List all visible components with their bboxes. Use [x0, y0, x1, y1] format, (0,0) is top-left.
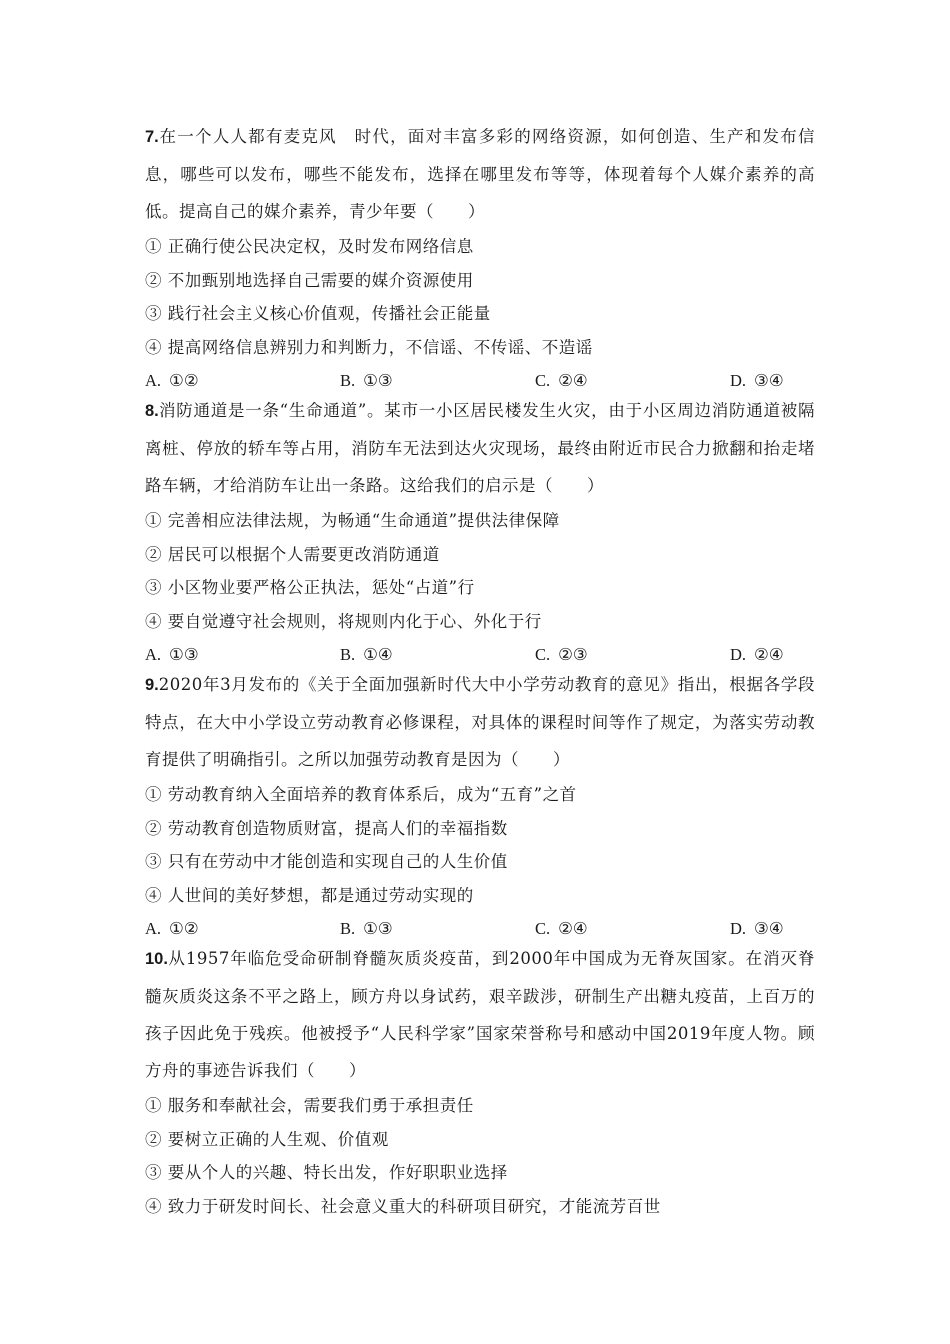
statement-1: ① 服务和奉献社会，需要我们勇于承担责任	[145, 1096, 474, 1115]
statement-4: ④ 要自觉遵守社会规则，将规则内化于心、外化于行	[145, 611, 542, 631]
choice-letter: D.	[730, 645, 747, 664]
choice-value: ③④	[754, 919, 784, 938]
question-stem	[145, 940, 815, 1089]
choice-value: ①④	[363, 645, 393, 664]
statement-1: ① 正确行使公民决定权，及时发布网络信息	[145, 237, 474, 256]
choice-value: ①②	[169, 919, 199, 938]
question-10	[145, 940, 815, 1223]
question-8	[145, 392, 815, 672]
statement-4: ④ 人世间的美好梦想，都是通过劳动实现的	[145, 885, 474, 905]
question-stem	[145, 392, 815, 504]
question-stem	[145, 118, 815, 230]
statement-2: ② 居民可以根据个人需要更改消防通道	[145, 544, 440, 564]
choice-letter: C.	[535, 371, 551, 390]
choice-value: ③④	[754, 371, 784, 390]
statement-1: ① 劳动教育纳入全面培养的教育体系后，成为“五育”之首	[145, 785, 577, 804]
choice-value: ②④	[754, 645, 784, 664]
statement-3: ③ 只有在劳动中才能创造和实现自己的人生价值	[145, 852, 508, 871]
choice-value: ②③	[558, 645, 588, 664]
choice-letter: A.	[145, 919, 162, 938]
choice-letter: D.	[730, 919, 747, 938]
question-text: 在一个人人都有麦克风 时代，面对丰富多彩的网络资源，如何创造、生产和发布信息，哪些可以发布，哪些不能发布，选择在哪里发布等等，体现着每个人媒介素养的高低。提高自己的媒介素养，青少年要（ ）	[145, 127, 815, 221]
choice-letter: A.	[145, 371, 162, 390]
question-number: 8.	[145, 402, 159, 420]
choice-value: ①③	[363, 919, 393, 938]
choice-letter: B.	[340, 919, 356, 938]
question-text: 消防通道是一条“生命通道”。某市一小区居民楼发生火灾，由于小区周边消防通道被隔离桩、停放的轿车等占用，消防车无法到达火灾现场，最终由附近市民合力掀翻和抬走堵路车辆，才给消防车让出一条路。这给我们的启示是（ ）	[145, 401, 815, 495]
choice-value: ①②	[169, 371, 199, 390]
question-stem	[145, 666, 815, 778]
statement-2: ② 不加甄别地选择自己需要的媒介资源使用	[145, 270, 474, 290]
choice-letter: B.	[340, 371, 356, 390]
choice-letter: C.	[535, 919, 551, 938]
question-number: 7.	[145, 128, 159, 146]
question-number: 9.	[145, 676, 159, 694]
statement-1: ① 完善相应法律法规，为畅通“生命通道”提供法律保障	[145, 511, 560, 530]
statement-3: ③ 小区物业要严格公正执法，惩处“占道”行	[145, 578, 475, 597]
choice-letter: C.	[535, 645, 551, 664]
statement-4: ④ 提高网络信息辨别力和判断力，不信谣、不传谣、不造谣	[145, 337, 593, 357]
question-text: 从1957年临危受命研制脊髓灰质炎疫苗，到2000年中国成为无脊灰国家。在消灭脊髓灰质炎这条不平之路上，顾方舟以身试药，艰辛跋涉，研制生产出糖丸疫苗，上百万的孩子因此免于残疾。他被授予“人民科学家”国家荣誉称号和感动中国2019年度人物。顾方舟的事迹告诉我们（ ）	[145, 949, 815, 1080]
choice-value: ①③	[363, 371, 393, 390]
question-text: 2020年3月发布的《关于全面加强新时代大中小学劳动教育的意见》指出，根据各学段特点，在大中小学设立劳动教育必修课程，对具体的课程时间等作了规定，为落实劳动教育提供了明确指引。之所以加强劳动教育是因为（ ）	[145, 675, 815, 769]
question-number: 10.	[145, 950, 168, 968]
question-9	[145, 666, 815, 946]
statement-2: ② 劳动教育创造物质财富，提高人们的幸福指数	[145, 818, 508, 838]
choice-value: ②④	[558, 371, 588, 390]
choice-letter: A.	[145, 645, 162, 664]
choice-value: ②④	[558, 919, 588, 938]
question-7	[145, 118, 815, 398]
statement-3: ③ 践行社会主义核心价值观，传播社会正能量	[145, 304, 491, 323]
statement-4: ④ 致力于研发时间长、社会意义重大的科研项目研究，才能流芳百世	[145, 1196, 661, 1216]
choice-letter: B.	[340, 645, 356, 664]
choice-letter: D.	[730, 371, 747, 390]
choice-value: ①③	[169, 645, 199, 664]
statement-3: ③ 要从个人的兴趣、特长出发，作好职职业选择	[145, 1163, 508, 1182]
statement-2: ② 要树立正确的人生观、价值观	[145, 1129, 389, 1149]
